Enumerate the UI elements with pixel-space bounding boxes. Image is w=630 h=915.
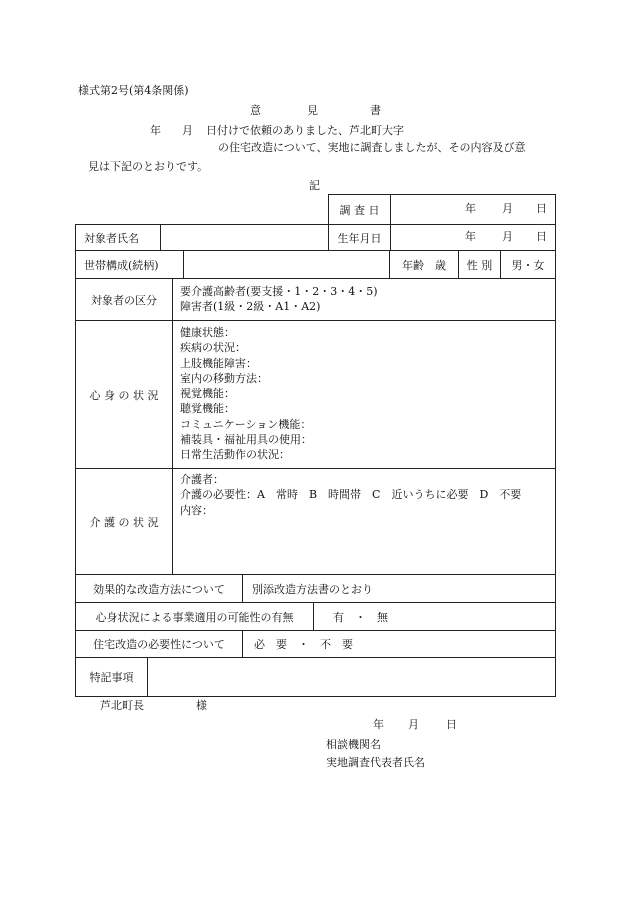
disease-status: 疾病の状況： [180,341,246,355]
special-notes-label: 特記事項 [89,671,134,684]
doc-title-char-3: 書 [370,104,381,117]
care-content: 内容： [180,503,213,517]
sex-label: 性 別 [466,258,493,272]
addressee-sama: 様 [196,699,207,712]
birth-date-year: 年 [465,230,476,243]
applicability-label: 心身状況による事業適用の可能性の有無 [95,610,294,624]
assistive-device-use: 補装具・福祉用具の使用： [180,433,312,447]
category-values [180,284,378,315]
birth-date-label: 生年月日 [337,231,382,245]
communication-function: コミュニケーション機能： [180,417,312,431]
doc-title-char-2: 見 [307,104,318,117]
consult-org-label: 相談機関名 [326,738,381,751]
care-items [180,472,521,518]
indoor-mobility: 室内の移動方法： [180,371,268,385]
subject-name-value[interactable] [161,225,328,250]
ki-heading: 記 [309,179,320,192]
special-notes-value[interactable] [148,658,555,696]
addressee: 芦北町長 [100,699,144,712]
birth-date-month: 月 [502,230,513,243]
daily-living-activities: 日常生活動作の状況： [180,448,290,462]
household-label: 世帯構成(続柄) [84,258,159,272]
survey-date-month: 月 [502,202,513,215]
visual-function: 視覚機能： [180,387,235,401]
effective-method-value: 別添改造方法書のとおり [252,582,373,596]
doc-title-char-1: 意 [250,104,261,117]
age-label: 年齢 歳 [402,258,446,272]
intro-month: 月 [182,124,193,137]
hearing-function: 聴覚機能： [180,402,235,416]
form-code: 様式第2号(第4条関係) [78,84,189,97]
mental-physical-label: 心 身 の 状 況 [89,388,159,402]
necessity-value[interactable]: 必 要 ・ 不 要 [254,638,353,651]
caregiver: 介護者： [180,473,224,486]
applicability-value[interactable]: 有 ・ 無 [333,610,388,624]
care-necessity[interactable]: 介護の必要性：A 常時 B 時間帯 C 近いうちに必要 D 不要 [180,488,522,502]
birth-date-day: 日 [536,230,547,243]
intro-line1: 日付けで依頼のありました、芦北町大字 [206,124,404,137]
intro-line3: 見は下記のとおりです。 [88,160,209,173]
subject-name-label: 対象者氏名 [84,231,139,245]
intro-line2: の住宅改造について、実地に調査しましたが、その内容及び意 [218,141,526,154]
representative-name-label: 実地調査代表者氏名 [326,756,425,769]
survey-date-year: 年 [465,202,476,215]
sex-options[interactable]: 男・女 [511,258,545,272]
footer-date-day: 日 [446,718,457,731]
intro-year: 年 [150,124,161,137]
upper-limb-disability: 上肢機能障害： [180,356,257,370]
household-value[interactable] [184,251,389,278]
category-disabled[interactable]: 障害者(1級・2級・A1・A2) [180,300,321,314]
health-status: 健康状態： [180,326,235,339]
survey-date-day: 日 [536,202,547,215]
category-elderly[interactable]: 要介護高齢者(要支援・1・2・3・4・5) [180,285,378,298]
footer-date-month: 月 [408,718,419,731]
category-label: 対象者の区分 [91,293,157,307]
survey-date-label: 調 査 日 [339,203,380,217]
footer-date-year: 年 [373,718,384,731]
mental-physical-items [180,325,312,463]
necessity-label: 住宅改造の必要性について [93,638,225,651]
care-label: 介 護 の 状 況 [89,515,159,529]
effective-method-label: 効果的な改造方法について [93,582,225,596]
